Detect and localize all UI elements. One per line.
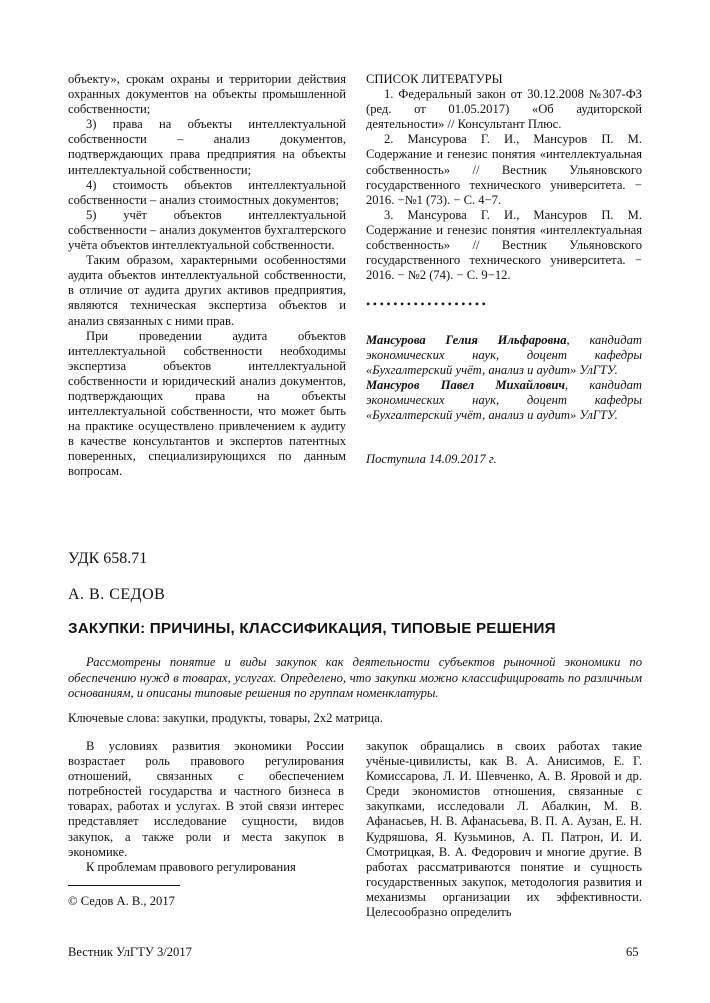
paragraph: закупок обращались в своих работах такие учёные-цивилисты, как В. А. Анисимов, Е. Г. Комиссарова, Л. И. Шевченко, А. В. Яровой и др. Среди экономистов отношения, связанные с закупками, исследовали Л. Абалкин, М. В. Афанасьев, Н. В. Афанасьева, В. П. А. Аузан, Е. Н. Кудряшова, Я. Кузьминов, А. П. Патрон, И. И. Смотрицкая, В. А. Федорович и многие другие. В работах рассматриваются понятие и сущность государственных закупок, методология развития и механизмы организации их эффективности. Целесообразно определить bbox=[366, 739, 642, 920]
keywords: Ключевые слова: закупки, продукты, товары, 2х2 матрица. bbox=[68, 711, 383, 725]
body-right-column bbox=[366, 739, 642, 920]
article-author: А. В. СЕДОВ bbox=[68, 586, 166, 603]
references bbox=[366, 72, 642, 283]
received-date: Поступила 14.09.2017 г. bbox=[366, 452, 497, 466]
udk-code: УДК 658.71 bbox=[68, 550, 148, 567]
paragraph: 3) права на объекты интеллектуальной собственности – анализ документов, подтверждающих права предприятия на объекты интеллектуальной собственности; bbox=[68, 117, 346, 177]
left-column-text bbox=[68, 72, 346, 480]
paragraph: 5) учёт объектов интеллектуальной собственности – анализ документов бухгалтерского учёта объектов интеллектуальной собственности. bbox=[68, 207, 346, 253]
copyright: © Седов А. В., 2017 bbox=[68, 894, 175, 908]
paragraph: объекту», срокам охраны и территории действия охранных документов на объекты промышленной собственности; bbox=[68, 72, 346, 117]
author-info bbox=[366, 333, 642, 424]
author-info-name: Мансурова Гелия Ильфаровна bbox=[366, 333, 567, 347]
paragraph: К проблемам правового регулирования bbox=[86, 859, 296, 874]
body-left-column bbox=[68, 739, 344, 875]
reference-item: 2. Мансурова Г. И., Мансуров П. М. Содержание и генезис понятия «интеллектуальная собственность» // Вестник Ульяновского государственного технического университета. − 2016. −№1 (73). − С. 4−7. bbox=[366, 132, 642, 207]
abstract: Рассмотрены понятие и виды закупок как деятельности субъектов рыночной экономики по обеспечению нужд в товарах, услугах. Определено, что закупки можно классифицировать по различным основаниям, и описаны типовые решения по группам номенклатуры. bbox=[68, 655, 642, 700]
author-info-entry bbox=[366, 333, 642, 378]
paragraph: 4) стоимость объектов интеллектуальной собственности – анализ стоимостных документов; bbox=[68, 177, 346, 207]
paragraph: В условиях развития экономики России возрастает роль правового регулирования отношений, связанных с обеспечением потребностей государства и частного бизнеса в товарах, работах и услугах. В этой связи интерес представляет исследование сущности, видов закупок, а также роли и места закупок в экономике. bbox=[68, 739, 344, 859]
author-info-name: Мансуров Павел Михайлович bbox=[366, 378, 565, 393]
article-title: ЗАКУПКИ: ПРИЧИНЫ, КЛАССИФИКАЦИЯ, ТИПОВЫЕ РЕШЕНИЯ bbox=[68, 620, 556, 637]
reference-item: 3. Мансурова Г. И., Мансуров П. М. Содержание и генезис понятия «интеллектуальная собственность» // Вестник Ульяновского государственного технического университета. − 2016. − №2 (74). − С. 9−12. bbox=[366, 207, 642, 283]
separator-dots: •••••••••••••••••• bbox=[366, 297, 489, 311]
page-number: 65 bbox=[626, 945, 639, 959]
paragraph: Таким образом, характерными особенностями аудита объектов интеллектуальной собственности, в отличие от аудита других активов предприятия, являются техническая экспертиза объектов и анализ связанных с ними прав. bbox=[68, 253, 346, 328]
author-info-details: , кандидат экономических наук, доцент кафедры «Бухгалтерский учёт, анализ и аудит» УлГТУ. bbox=[366, 333, 642, 378]
paragraph: При проведении аудита объектов интеллектуальной собственности необходимы экспертиза объектов интеллектуальной собственности и юридический анализ документов, подтверждающих права на объекты интеллектуальной собственности, что может быть на практике осуществлено привлечением к аудиту в качестве консультантов и экспертов патентных поверенных, специализирующихся по данным вопросам. bbox=[68, 328, 346, 479]
footnote-divider bbox=[68, 885, 180, 886]
author-info-entry bbox=[366, 378, 642, 423]
reference-item: 1. Федеральный закон от 30.12.2008 №307-ФЗ (ред. от 01.05.2017) «Об аудиторской деятельности» // Консультант Плюс. bbox=[366, 87, 642, 132]
author-info-details: , кандидат экономических наук, доцент кафедры «Бухгалтерский учёт, анализ и аудит» УлГТУ. bbox=[366, 378, 642, 423]
references-title: СПИСОК ЛИТЕРАТУРЫ bbox=[366, 72, 503, 86]
journal-footer: Вестник УлГТУ 3/2017 bbox=[68, 945, 192, 959]
